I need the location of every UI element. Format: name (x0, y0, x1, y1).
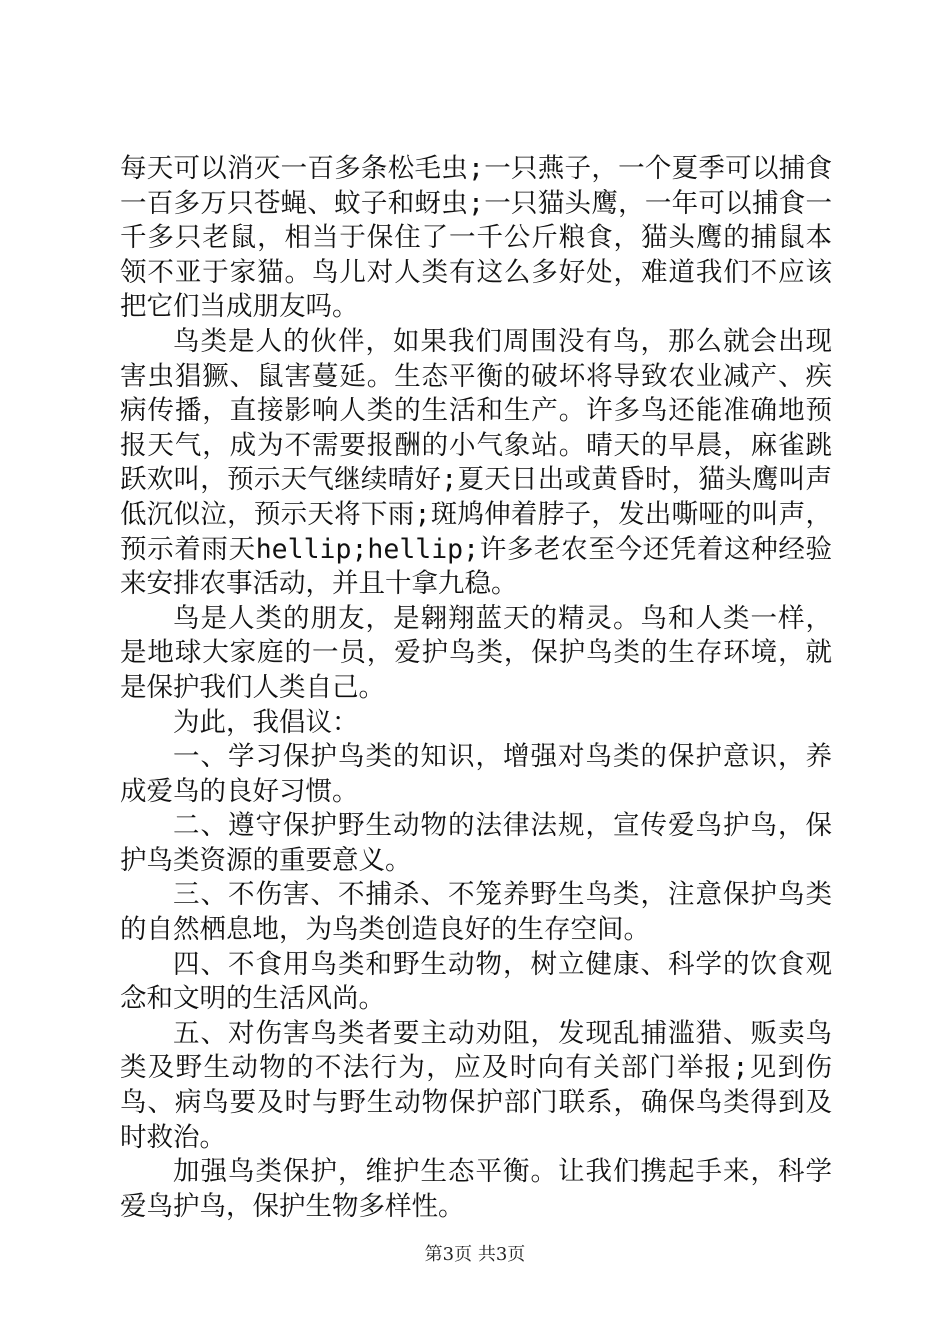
document-body (120, 152, 832, 1224)
paragraph-7: 三、不伤害、不捕杀、不笼养野生鸟类，注意保护鸟类的自然栖息地，为鸟类创造良好的生存空间。 (120, 879, 832, 946)
paragraph-5: 一、学习保护鸟类的知识，增强对鸟类的保护意识，养成爱鸟的良好习惯。 (120, 741, 832, 807)
paragraph-10: 加强鸟类保护，维护生态平衡。让我们携起手来，科学爱鸟护鸟，保护生物多样性。 (120, 1156, 832, 1222)
paragraph-3: 鸟是人类的朋友，是翱翔蓝天的精灵。鸟和人类一样，是地球大家庭的一员，爱护鸟类，保护鸟类的生存环境，就是保护我们人类自己。 (120, 602, 832, 703)
paragraph-6: 二、遵守保护野生动物的法律法规，宣传爱鸟护鸟，保护鸟类资源的重要意义。 (120, 810, 832, 876)
paragraph-1: 每天可以消灭一百多条松毛虫;一只燕子，一个夏季可以捕食一百多万只苍蝇、蚊子和蚜虫;一只猫头鹰，一年可以捕食一千多只老鼠，相当于保住了一千公斤粮食，猫头鹰的捕鼠本领不亚于家猫。鸟儿对人类有这么多好处，难道我们不应该把它们当成朋友吗。 (120, 153, 832, 323)
paragraph-2: 鸟类是人的伙伴，如果我们周围没有鸟，那么就会出现害虫猖獗、鼠害蔓延。生态平衡的破坏将导致农业减产、疾病传播，直接影响人类的生活和生产。许多鸟还能准确地预报天气，成为不需要报酬的小气象站。晴天的早晨，麻雀跳跃欢叫，预示天气继续晴好;夏天日出或黄昏时，猫头鹰叫声低沉似泣，预示天将下雨;斑鸠伸着脖子，发出嘶哑的叫声，预示着雨天hellip;hellip;许多老农至今还凭着这种经验来安排农事活动，并且十拿九稳。 (120, 325, 832, 600)
paragraph-4: 为此，我倡议： (173, 706, 359, 738)
page-number-footer: 第3页 共3页 (424, 1244, 526, 1265)
paragraph-8: 四、不食用鸟类和野生动物，树立健康、科学的饮食观念和文明的生活风尚。 (120, 948, 832, 1015)
paragraph-9: 五、对伤害鸟类者要主动劝阻，发现乱捕滥猎、贩卖鸟类及野生动物的不法行为，应及时向有关部门举报;见到伤鸟、病鸟要及时与野生动物保护部门联系，确保鸟类得到及时救治。 (120, 1017, 832, 1153)
